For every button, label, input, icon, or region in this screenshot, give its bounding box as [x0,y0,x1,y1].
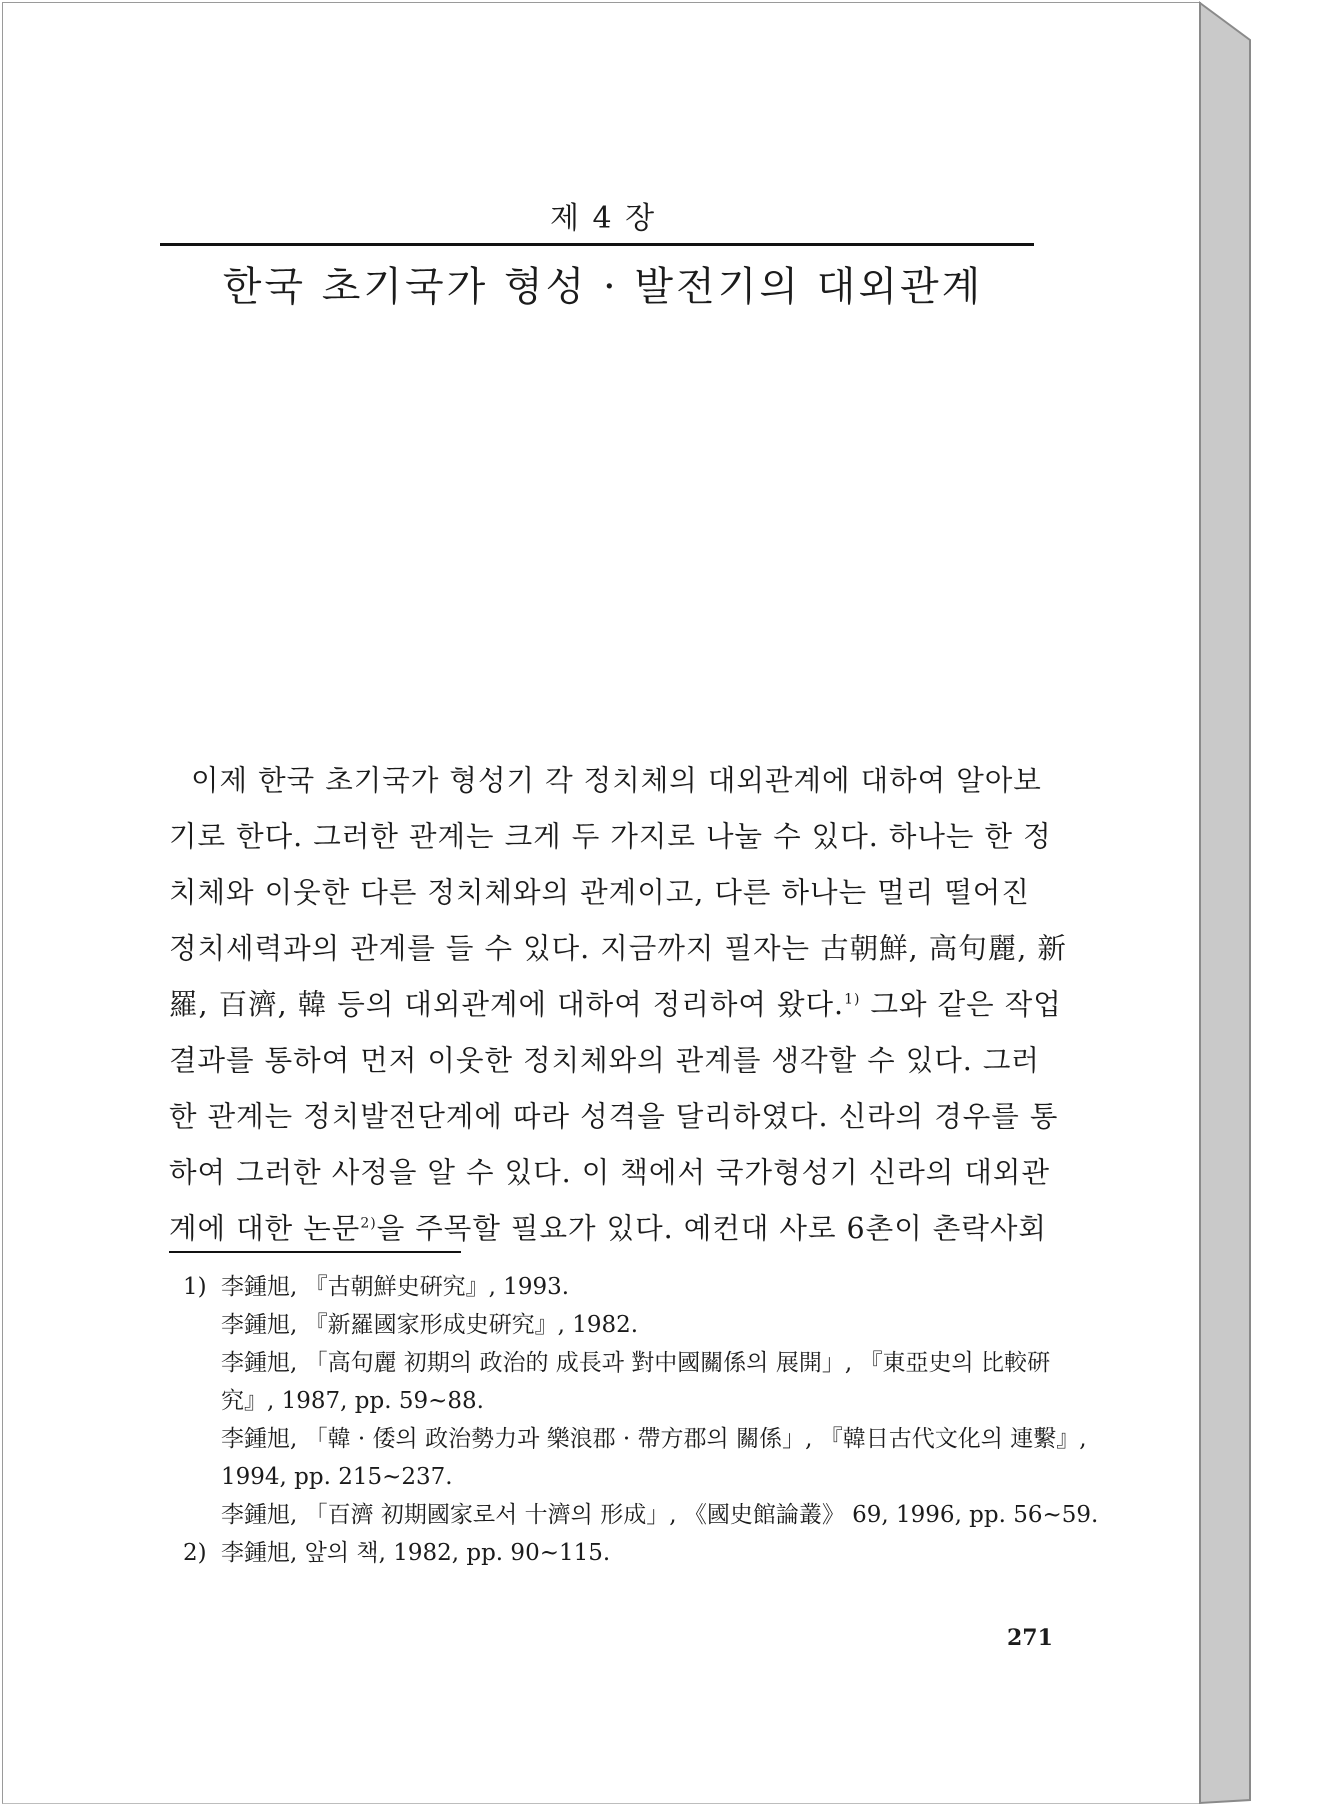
footnote-text: 李鍾旭, 「百濟 初期國家로서 十濟의 形成」, 《國史館論叢》 69, 1996, pp. 56~59. [221,1502,1099,1528]
footnote-text: 1994, pp. 215~237. [221,1464,453,1490]
body-line: 이제 한국 초기국가 형성기 각 정치체의 대외관계에 대하여 알아보 [191,764,1042,797]
body-line: 한 관계는 정치발전단계에 따라 성격을 달리하였다. 신라의 경우를 통 [169,1100,1059,1133]
footnote-text: 李鍾旭, 「高句麗 初期의 政治的 成長과 對中國關係의 展開」, 『東亞史의 比較硏 [221,1350,1050,1376]
chapter-title: 한국 초기국가 형성 · 발전기의 대외관계 [222,264,984,310]
body-line-segment: 계에 대한 논문 [169,1212,361,1245]
body-line: 기로 한다. 그러한 관계는 크게 두 가지로 나눌 수 있다. 하나는 한 정 [169,820,1052,853]
footnote-text: 李鍾旭, 「韓 · 倭의 政治勢力과 樂浪郡 · 帶方郡의 關係」, 『韓日古代文化의 連繫』, [221,1426,1087,1452]
footnote-text: 李鍾旭, 『新羅國家形成史硏究』, 1982. [221,1312,639,1338]
page-number: 271 [1007,1625,1053,1651]
body-line-segment: 을 주목할 필요가 있다. 예컨대 사로 6촌이 촌락사회 [376,1212,1047,1245]
body-line: 하여 그러한 사정을 알 수 있다. 이 책에서 국가형성기 신라의 대외관 [169,1156,1050,1189]
footnote-number: 2) [183,1540,207,1566]
footnote-ref-1: 1) [844,991,861,1008]
body-line: 정치세력과의 관계를 들 수 있다. 지금까지 필자는 古朝鮮, 高句麗, 新 [169,932,1067,965]
footnote-ref-2: 2) [360,1215,377,1232]
footnote-text: 李鍾旭, 『古朝鮮史硏究』, 1993. [221,1274,570,1300]
footnote-number: 1) [183,1274,207,1300]
chapter-number: 제 4 장 [549,201,657,236]
body-line: 치체와 이웃한 다른 정치체와의 관계이고, 다른 하나는 멀리 떨어진 [169,876,1030,909]
body-line-segment: 羅, 百濟, 韓 등의 대외관계에 대하여 정리하여 왔다. [169,988,845,1021]
book-edge-face [1200,3,1250,1803]
footnote-text: 究』, 1987, pp. 59~88. [221,1388,484,1414]
body-line: 결과를 통하여 먼저 이웃한 정치체와의 관계를 생각할 수 있다. 그러 [169,1044,1040,1077]
body-line-segment: 그와 같은 작업 [860,988,1062,1021]
footnote-text: 李鍾旭, 앞의 책, 1982, pp. 90~115. [221,1540,611,1566]
